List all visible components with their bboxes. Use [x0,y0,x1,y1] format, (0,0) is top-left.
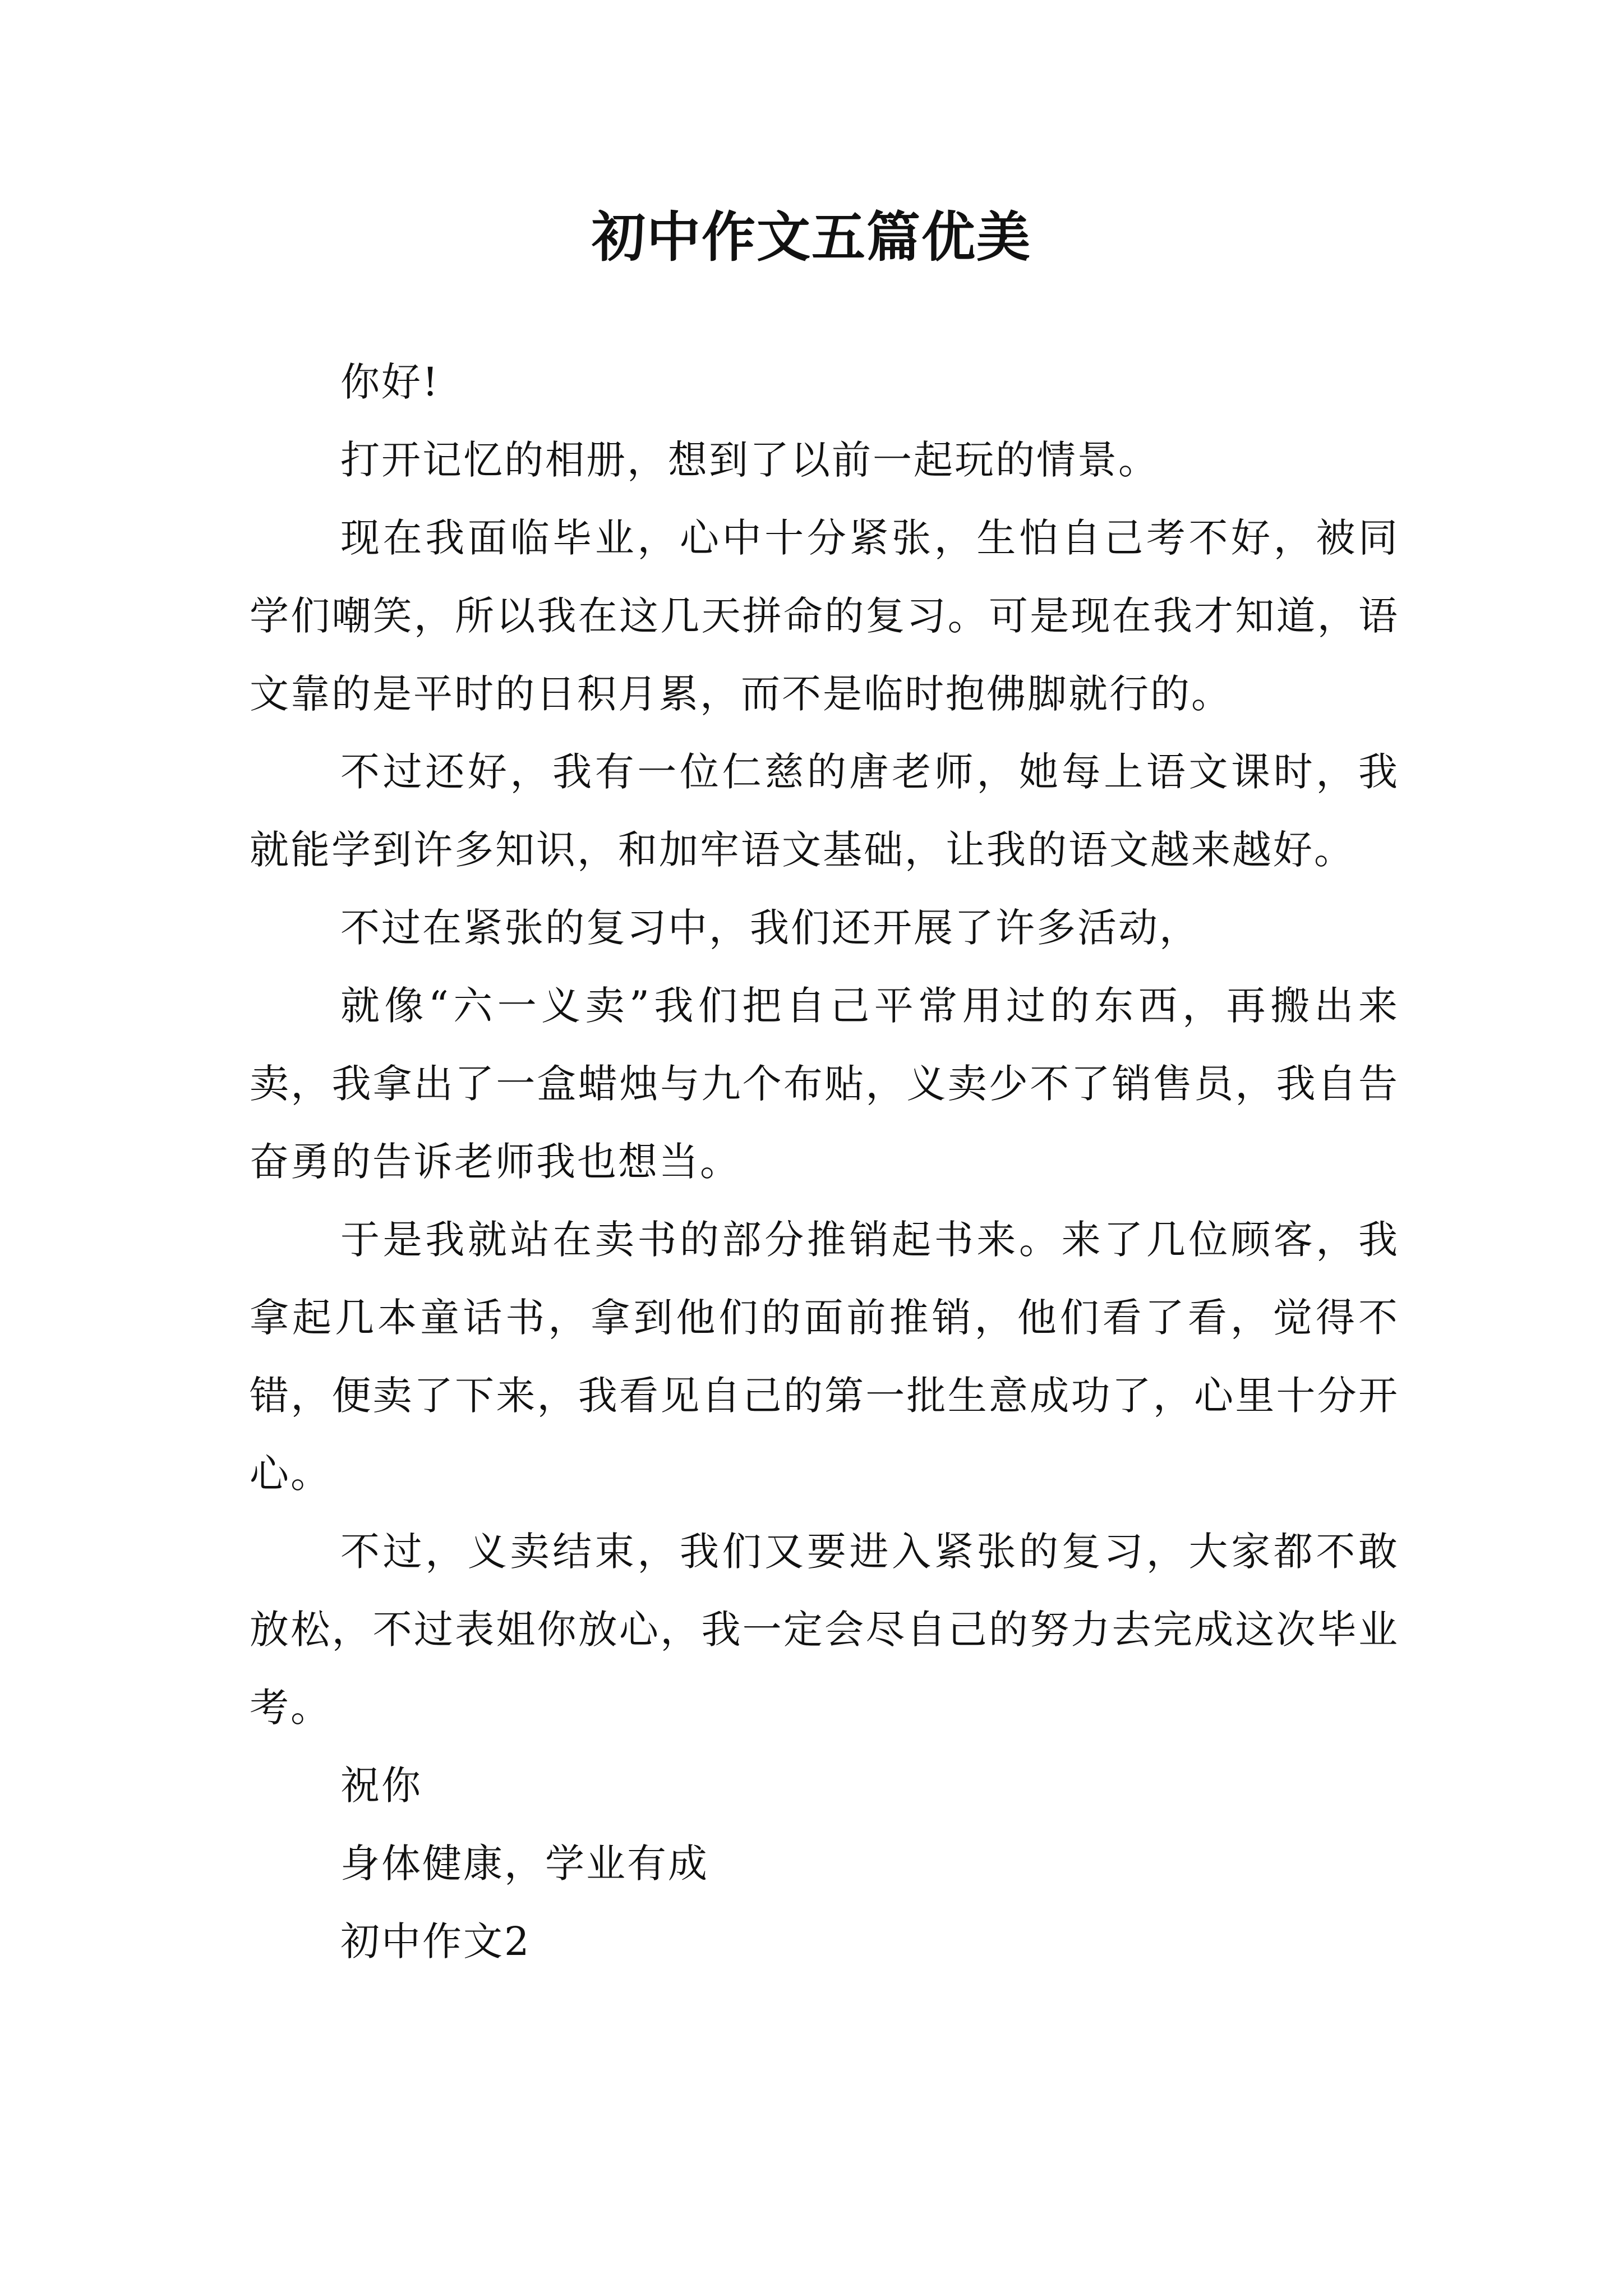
paragraph: 就像“六一义卖”我们把自己平常用过的东西，再搬出来卖，我拿出了一盒蜡烛与九个布贴，义卖少不了销售员，我自告奋勇的告诉老师我也想当。 [250,983,1399,1185]
paragraph: 现在我面临毕业，心中十分紧张，生怕自己考不好，被同学们嘲笑，所以我在这几天拼命的复习。可是现在我才知道，语文靠的是平时的日积月累，而不是临时抱佛脚就行的。 [250,515,1399,717]
paragraph: 打开记忆的相册，想到了以前一起玩的情景。 [340,437,1159,483]
section-heading: 初中作文2 [340,1918,531,1964]
paragraph: 不过还好，我有一位仁慈的唐老师，她每上语文课时，我就能学到许多知识，和加牢语文基础，让我的语文越来越好。 [250,749,1399,873]
paragraph-greeting: 你好! [340,359,440,405]
paragraph-closing-blessing: 身体健康，学业有成 [340,1841,709,1887]
paragraph-closing-wish: 祝你 [340,1763,422,1809]
paragraph: 于是我就站在卖书的部分推销起书来。来了几位顾客，我拿起几本童话书，拿到他们的面前推销，他们看了看，觉得不错，便卖了下来，我看见自己的第一批生意成功了，心里十分开心。 [250,1217,1399,1497]
paragraph: 不过，义卖结束，我们又要进入紧张的复习，大家都不敢放松，不过表姐你放心，我一定会尽自己的努力去完成这次毕业考。 [250,1529,1399,1731]
document-body [250,343,1399,1981]
paragraph: 不过在紧张的复习中，我们还开展了许多活动， [340,905,1200,951]
page-title: 初中作文五篇优美 [592,205,1031,269]
